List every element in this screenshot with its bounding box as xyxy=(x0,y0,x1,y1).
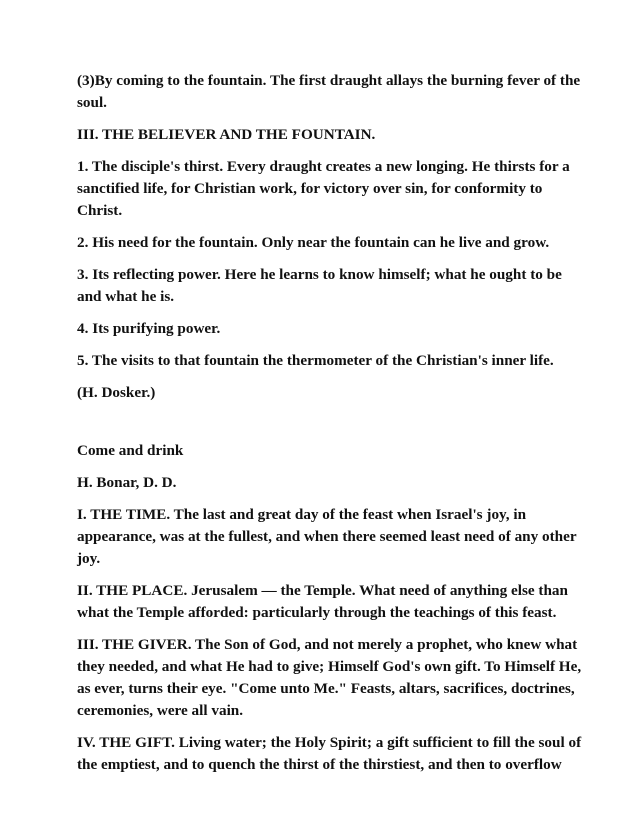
text-line: what the Temple afforded: particularly through the teachings of this feast. xyxy=(77,604,557,621)
text-line: III. THE BELIEVER AND THE FOUNTAIN. xyxy=(77,126,376,143)
document-body xyxy=(77,70,582,786)
text-line: II. THE PLACE. Jerusalem — the Temple. What need of anything else than xyxy=(77,582,568,599)
text-line: they needed, and what He had to give; Himself God's own gift. To Himself He, xyxy=(77,658,582,675)
text-line: Christ. xyxy=(77,202,123,219)
paragraph-fountain-point-3 xyxy=(77,70,581,114)
text-line: H. Bonar, D. D. xyxy=(77,474,177,491)
text-line: (3)By coming to the fountain. The first draught allays the burning fever of the xyxy=(77,72,581,89)
paragraph-the-time xyxy=(77,504,577,570)
text-line: sanctified life, for Christian work, for victory over sin, for conformity to xyxy=(77,180,543,197)
text-line: the emptiest, and to quench the thirst of the thirstiest, and then to overflow xyxy=(77,756,562,773)
text-line: appearance, was at the fullest, and when there seemed least need of any other xyxy=(77,528,577,545)
section-heading-believer-and-fountain xyxy=(77,124,567,146)
paragraph-the-giver xyxy=(77,634,582,722)
attribution-dosker xyxy=(77,382,567,404)
text-line: 4. Its purifying power. xyxy=(77,320,221,337)
paragraph-disciples-thirst xyxy=(77,156,570,222)
text-line: Come and drink xyxy=(77,442,184,459)
text-line: III. THE GIVER. The Son of God, and not merely a prophet, who knew what xyxy=(77,636,578,653)
section-gap xyxy=(77,414,567,440)
text-line: joy. xyxy=(77,550,101,567)
text-line: 2. His need for the fountain. Only near the fountain can he live and grow. xyxy=(77,234,550,251)
text-line: ceremonies, were all vain. xyxy=(77,702,244,719)
text-line: and what he is. xyxy=(77,288,175,305)
paragraph-need-for-fountain xyxy=(77,232,567,254)
text-line: soul. xyxy=(77,94,107,111)
paragraph-the-place xyxy=(77,580,567,624)
paragraph-reflecting-power xyxy=(77,264,567,308)
paragraph-the-gift xyxy=(77,732,582,776)
text-line: IV. THE GIFT. Living water; the Holy Spirit; a gift sufficient to fill the soul of xyxy=(77,734,582,751)
text-line: 1. The disciple's thirst. Every draught creates a new longing. He thirsts for a xyxy=(77,158,570,175)
paragraph-visits-thermometer xyxy=(77,350,567,372)
text-line: 5. The visits to that fountain the thermometer of the Christian's inner life. xyxy=(77,352,554,369)
text-line: (H. Dosker.) xyxy=(77,384,156,401)
text-line: I. THE TIME. The last and great day of the feast when Israel's joy, in xyxy=(77,506,527,523)
author-bonar xyxy=(77,472,567,494)
text-line: as ever, turns their eye. "Come unto Me." Feasts, altars, sacrifices, doctrines, xyxy=(77,680,575,697)
paragraph-purifying-power xyxy=(77,318,567,340)
text-line: 3. Its reflecting power. Here he learns to know himself; what he ought to be xyxy=(77,266,562,283)
section-title-come-and-drink xyxy=(77,440,567,462)
